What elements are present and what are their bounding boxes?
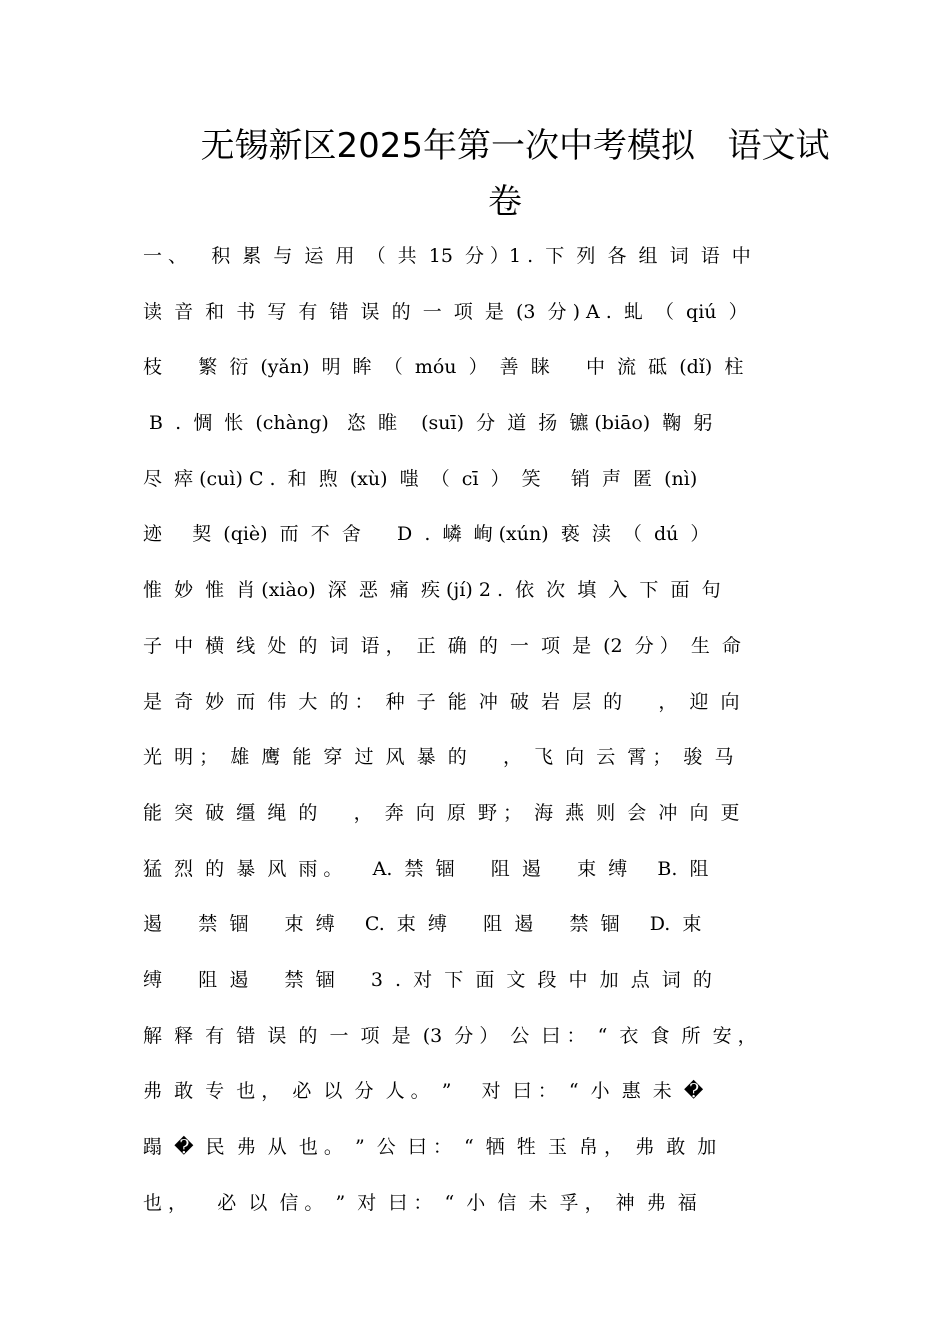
- document-title-line-1: 无锡新区2025年第一次中考模拟 语文试: [200, 126, 830, 166]
- body-line: 惟 妙 惟 肖 (xiào) 深 恶 痛 疾 (jí) 2 . 依 次 填 入 下 面 句: [143, 579, 721, 602]
- body-line: 也 ， 必 以 信 。 ” 对 曰 ： “ 小 信 未 孚 ， 神 弗 福: [143, 1191, 697, 1214]
- body-line: 能 突 破 缰 绳 的 ， 奔 向 原 野 ； 海 燕 则 会 冲 向 更: [143, 801, 740, 824]
- document-body: [143, 236, 843, 1238]
- body-line: 弗 敢 专 也 ， 必 以 分 人 。 ” 对 曰 ： “ 小 惠 未 �: [143, 1080, 704, 1103]
- body-line: 一 、 积 累 与 运 用 （ 共 15 分 ）1 . 下 列 各 组 词 语 中: [143, 245, 751, 267]
- body-line: 枝 繁 衍 (yǎn) 明 眸 （ móu ） 善 睐 中 流 砥 (dǐ) 柱: [143, 356, 744, 379]
- body-line: 遏 禁 锢 束 缚 C. 束 缚 阻 遏 禁 锢 D. 束: [143, 913, 702, 936]
- body-line: 光 明 ； 雄 鹰 能 穿 过 风 暴 的 ， 飞 向 云 霄 ； 骏 马: [143, 746, 734, 769]
- body-line: 猛 烈 的 暴 风 雨 。 A. 禁 锢 阻 遏 束 缚 B. 阻: [143, 857, 709, 880]
- document-title-line-2: 卷: [488, 182, 522, 222]
- body-line: 迹 契 (qiè) 而 不 舍 D . 嶙 峋 (xún) 亵 渎 （ dú ）: [143, 523, 710, 546]
- body-line: 蹋 � 民 弗 从 也 。 ” 公 曰 ： “ 牺 牲 玉 帛 ， 弗 敢 加: [143, 1136, 717, 1158]
- body-line: 尽 瘁 (cuì) C . 和 煦 (xù) 嗤 （ cī ） 笑 销 声 匿 (nì): [143, 467, 698, 490]
- body-line: 读 音 和 书 写 有 错 误 的 一 项 是 (3 分 ) A . 虬 （ qiú ）: [143, 300, 748, 323]
- body-line: 子 中 横 线 处 的 词 语 ， 正 确 的 一 项 是 (2 分 ） 生 命: [143, 634, 741, 657]
- body-line: B . 惆 怅 (chàng) 恣 睢 (suī) 分 道 扬 镳 (biāo) 鞠 躬: [143, 412, 713, 435]
- body-line: 是 奇 妙 而 伟 大 的 ： 种 子 能 冲 破 岩 层 的 ， 迎 向: [143, 690, 740, 713]
- body-line: 缚 阻 遏 禁 锢 3 . 对 下 面 文 段 中 加 点 词 的: [143, 968, 712, 991]
- body-line: 解 释 有 错 误 的 一 项 是 (3 分 ） 公 曰 ： “ 衣 食 所 安 ，: [143, 1024, 757, 1047]
